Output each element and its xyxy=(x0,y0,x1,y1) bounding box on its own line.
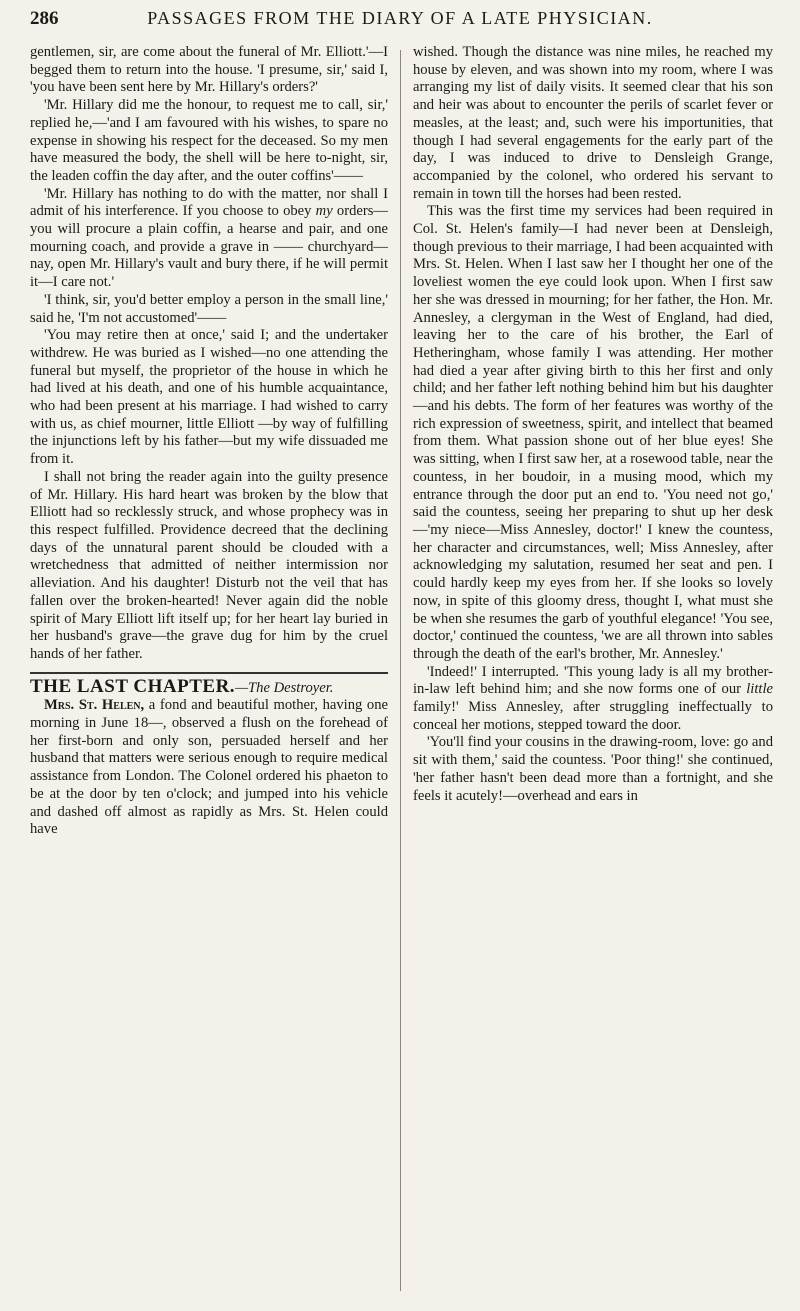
text-run: a fond and beautiful mother, having one morning in June 18—, observed a flush on the forehead of her first-born and only son, persuaded herself and her husband that matters were serious enough to require medical assistance from London. The Colonel ordered his phaeton to be at the door by ten o'clock; and jumped into his vehicle and dashed off almost as rapidly as Mrs. St. Helen could have xyxy=(30,697,388,838)
paragraph xyxy=(30,186,388,292)
paragraph: 'You may retire then at once,' said I; and the undertaker withdrew. He was buried as I wished—no one attending the funeral but myself, the proprietor of the house in which he had lived at his death, and one of his humble acquaintance, who had been present at his marriage. I had wished to carry with us, as chief mourner, little Elliott —by way of fulfilling the injunctions left by his father—but my wife dissuaded me from it. xyxy=(30,327,388,468)
left-column xyxy=(30,44,388,839)
page-number: 286 xyxy=(30,8,59,29)
emphasis: my xyxy=(315,203,333,220)
paragraph: I shall not bring the reader again into the guilty presence of Mr. Hillary. His hard heart was broken by the blow that Elliott had so recklessly struck, and whose prophecy was in this respect fulfilled. Providence decreed that the declining days of the unnatural parent should be clouded with a wretchedness that admitted of neither intermission nor alleviation. And his daughter! Disturb not the veil that has fallen over the broken-hearted! Never again did the noble spirit of Mary Elliott lift itself up; for her heart lay buried in her husband's grave—the grave dug for him by the cruel hands of her father. xyxy=(30,468,388,662)
text-run: family!' Miss Annesley, after struggling ineffectually to conceal her motions, stepped toward the door. xyxy=(413,699,773,733)
paragraph: gentlemen, sir, are come about the funeral of Mr. Elliott.'—I begged them to return into the house. 'I presume, sir,' said I, 'you have been sent here by Mr. Hillary's orders?' xyxy=(30,44,388,96)
paragraph: 'You'll find your cousins in the drawing-room, love: go and sit with them,' said the countess. 'Poor thing!' she continued, 'her father hasn't been dead more than a fortnight, and she feels it acutely!—overhead and ears in xyxy=(413,734,773,804)
chapter-subtitle: —The Destroyer. xyxy=(235,679,334,696)
chapter-title: THE LAST CHAPTER. xyxy=(30,675,236,697)
paragraph xyxy=(30,697,388,839)
lead-in: Mrs. St. Helen, xyxy=(44,697,145,714)
text-run: 'Mr. Hillary has nothing to do with the matter, nor shall I admit of his interference. If you choose to obey xyxy=(30,185,388,220)
emphasis: little xyxy=(746,681,773,698)
column-divider xyxy=(400,50,401,1291)
chapter-rule xyxy=(30,672,388,674)
paragraph xyxy=(413,664,773,735)
paragraph: 'Mr. Hillary did me the honour, to request me to call, sir,' replied he,—'and I am favoured with his wishes, to spare no expense in showing his respect for the deceased. So my men have measured the body, the shell will be here to-night, sir, the leaden coffin the day after, and the outer coffins'—— xyxy=(30,97,388,184)
right-column xyxy=(413,44,773,805)
running-head: PASSAGES FROM THE DIARY OF A LATE PHYSICIAN. xyxy=(147,8,653,28)
paragraph: 'I think, sir, you'd better employ a person in the small line,' said he, 'I'm not accustomed'—— xyxy=(30,291,388,326)
page-header xyxy=(30,8,770,38)
paragraph: wished. Though the distance was nine miles, he reached my house by eleven, and was shown into my room, where I was arranging my list of daily visits. It seemed clear that his son and heir was about to encounter the perils of scarlet fever or measles, at the least; and, such were his importunities, that though I had several engagements for the early part of the day, I was induced to drive to Densleigh Grange, accompanied by the colonel, who ordered his servant to remain in town till the horses had been rested. xyxy=(413,44,773,202)
chapter-heading xyxy=(30,675,388,698)
paragraph: This was the first time my services had been required in Col. St. Helen's family—I had never been at Densleigh, though previous to their marriage, I had been acquainted with Mrs. St. Helen. When I last saw her I thought her one of the loveliest women the eye could look upon. When I first saw her she was dressed in mourning; for her father, the Hon. Mr. Annesley, a clergyman in the West of England, had died, leaving her to the care of his brother, the Earl of Hetheringham, whose family I was attending. Her mother had died a year after giving birth to this her first and only child; and her father left nothing behind him but his daughter—and his debts. The form of her features was worthy of the rich expression of sweetness, spirit, and intellect that beamed from them. What passion shone out of her blue eyes! She was sitting, when I first saw her, at a rosewood table, near the countess, in her boudoir, in a musing mood, which my entrance through the door put an end to. 'You need not go,' said the countess, seeing her preparing to shut up her desk—'my niece—Miss Annesley, doctor!' I knew the countess, her character and circumstances, well; Miss Annesley, after acknowledging my salutation, resumed her seat and pen. I could hardly keep my eyes from her. If she looks so lovely now, in spite of this gloomy dress, thought I, what must she be when she resumes the garb of youthful elegance! 'You see, doctor,' continued the countess, 'we are all thrown into sables through the death of the earl's brother, Mr. Annesley.' xyxy=(413,203,773,662)
text-run: 'Indeed!' I interrupted. 'This young lady is all my brother-in-law left behind him; and she now forms one of our xyxy=(413,663,773,698)
text-run: orders—you will procure a plain coffin, a hearse and pair, and one mourning coach, and provide a grave in —— churchyard—nay, open Mr. Hillary's vault and bury there, if he will permit it—I care not.' xyxy=(30,203,388,291)
